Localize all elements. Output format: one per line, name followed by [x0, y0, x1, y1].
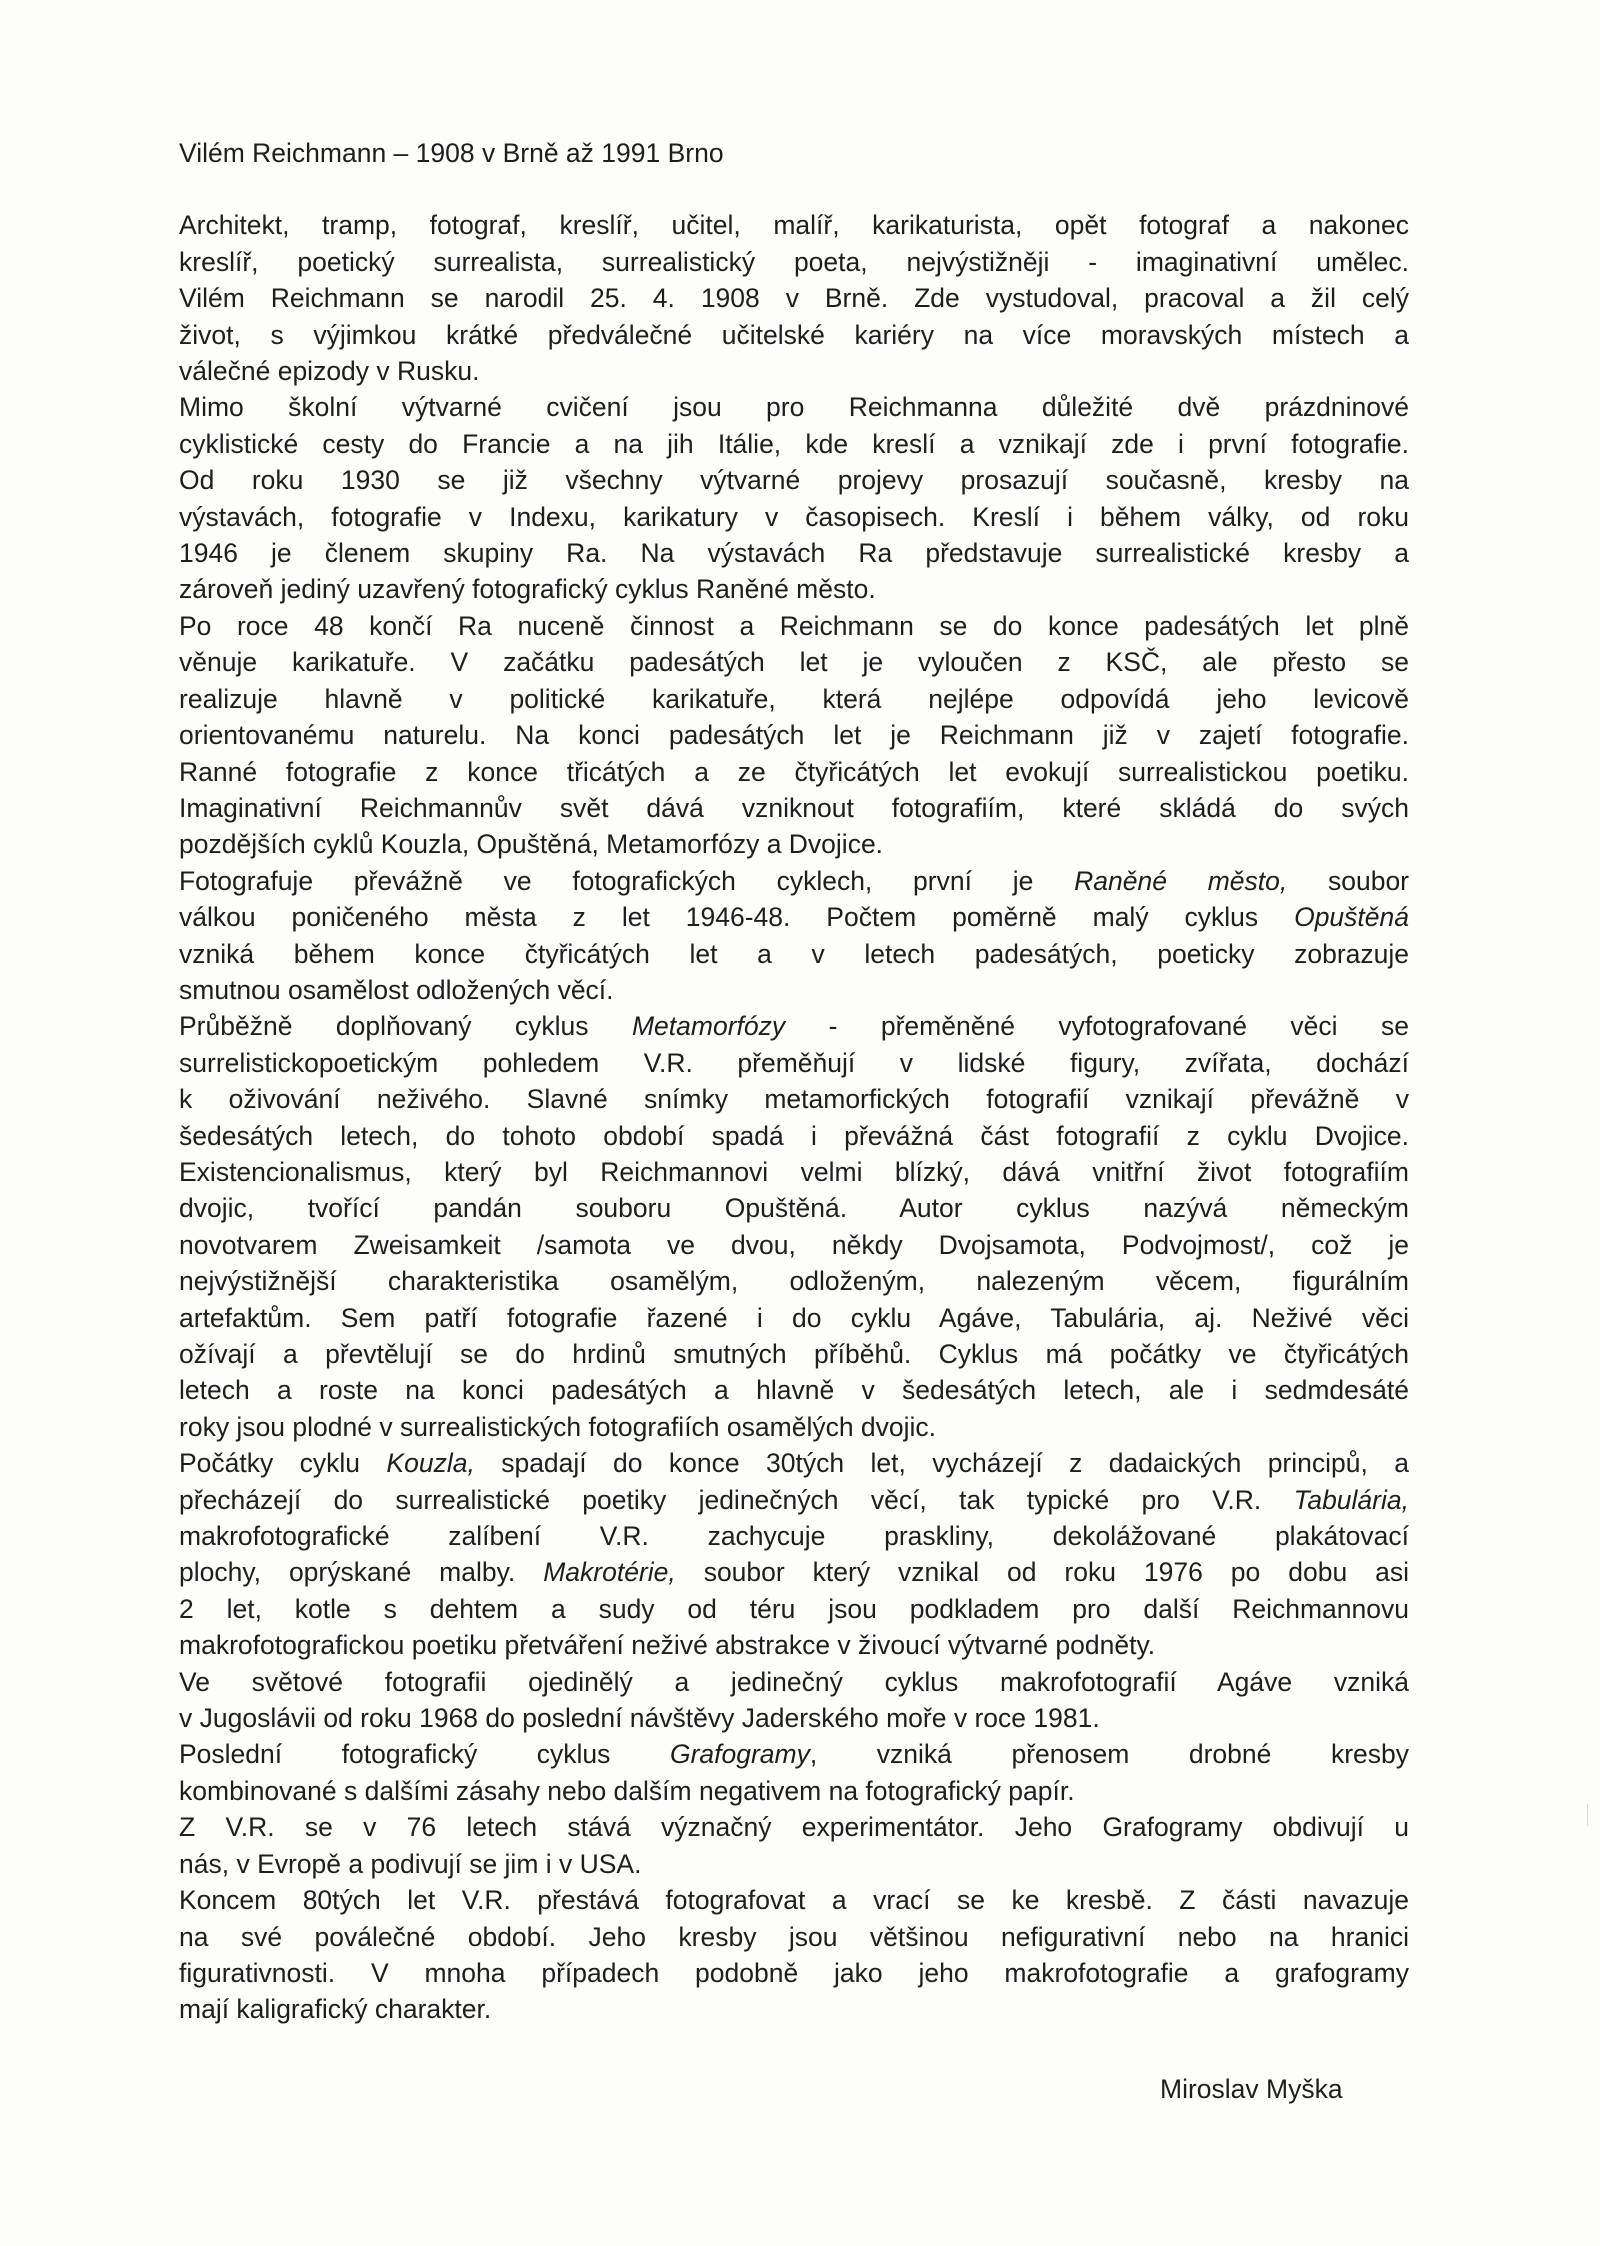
text-segment: Fotografuje převážně ve fotografických cyklech, první je: [179, 865, 1075, 896]
text-segment: na své poválečné období. Jeho kresby jsou většinou nefigurativní nebo na hranici: [179, 1921, 1409, 1952]
text-line: [179, 608, 1409, 644]
text-line: [179, 571, 1409, 607]
text-segment: - přeměněné vyfotografované věci se: [785, 1011, 1409, 1042]
text-segment: ožívají a převtělují se do hrdinů smutných příběhů. Cyklus má počátky ve čtyřicátých: [179, 1339, 1409, 1369]
text-line: [179, 1809, 1409, 1845]
text-line: [179, 1591, 1409, 1627]
text-segment: orientovanému naturelu. Na konci padesátých let je Reichmann již v zajetí fotografie.: [179, 720, 1409, 751]
text-segment: artefaktům. Sem patří fotografie řazené i do cyklu Agáve, Tabulária, aj. Neživé věci: [179, 1302, 1409, 1333]
text-line: [179, 535, 1409, 571]
text-segment: cyklistické cesty do Francie a na jih Itálie, kde kreslí a vznikají zde i první fotografie.: [179, 428, 1409, 459]
text-line: [179, 972, 1409, 1008]
text-segment: Od roku 1930 se již všechny výtvarné projevy prosazují současně, kresby na: [179, 465, 1409, 496]
text-segment: Imaginativní Reichmannův svět dává vzniknout fotografiím, které skládá do svých: [179, 792, 1409, 823]
text-line: [179, 1045, 1409, 1081]
text-line: [179, 280, 1409, 316]
text-line: [179, 1919, 1409, 1955]
text-segment: nás, v Evropě a podivují se jim i v USA.: [179, 1848, 642, 1879]
text-segment: figurativnosti. V mnoha případech podobně jako jeho makrofotografie a grafogramy: [179, 1957, 1409, 1988]
text-segment: 1946 je členem skupiny Ra. Na výstavách Ra představuje surrealistické kresby a: [179, 538, 1409, 569]
document-title: Vilém Reichmann – 1908 v Brně až 1991 Brno: [179, 138, 724, 168]
text-segment: nejvýstižnější charakteristika osamělým, odloženým, nalezeným věcem, figurálním: [179, 1266, 1409, 1297]
text-segment: Z V.R. se v 76 letech stává význačný experimentátor. Jeho Grafogramy obdivují u: [179, 1812, 1409, 1843]
text-line: [179, 1227, 1409, 1263]
text-segment: letech a roste na konci padesátých a hlavně v šedesátých letech, ale i sedmdesáté: [179, 1375, 1409, 1406]
text-segment: makrofotografické zalíbení V.R. zachycuje praskliny, dekolážované plakátovací: [179, 1521, 1409, 1552]
text-line: [179, 1955, 1409, 1991]
text-segment: , vzniká přenosem drobné kresby: [809, 1739, 1409, 1770]
text-segment: kombinované s dalšími zásahy nebo dalším negativem na fotografický papír.: [179, 1775, 1075, 1806]
text-segment: v Jugoslávii od roku 1968 do poslední návštěvy Jaderského moře v roce 1981.: [179, 1703, 1100, 1734]
text-line: [179, 790, 1409, 826]
text-segment: Průběžně doplňovaný cyklus: [179, 1011, 632, 1042]
text-line: [179, 1300, 1409, 1336]
text-segment: soubor který vznikal od roku 1976 po dobu asi: [675, 1557, 1410, 1588]
text-segment: vzniká během konce čtyřicátých let a v letech padesátých, poeticky zobrazuje: [179, 938, 1409, 969]
text-line: [179, 1773, 1409, 1809]
text-line: [179, 1700, 1409, 1736]
text-segment: roky jsou plodné v surrealistických fotografiích osamělých dvojic.: [179, 1411, 937, 1442]
text-line: [179, 1482, 1409, 1518]
italic-text: Grafogramy: [669, 1739, 810, 1770]
text-line: [179, 1008, 1409, 1044]
text-segment: smutnou osamělost odložených věcí.: [179, 974, 614, 1005]
text-line: [179, 1627, 1409, 1663]
text-line: [179, 207, 1409, 243]
text-segment: Ranné fotografie z konce třicátých a ze čtyřicátých let evokují surrealistickou poetiku.: [179, 756, 1409, 787]
text-segment: válečné epizody v Rusku.: [179, 356, 480, 387]
text-segment: Počátky cyklu: [179, 1448, 387, 1479]
text-line: [179, 1372, 1409, 1408]
text-segment: výstavách, fotografie v Indexu, karikatury v časopisech. Kreslí i během války, od roku: [179, 501, 1409, 532]
text-line: [179, 1154, 1409, 1190]
text-line: [179, 1409, 1409, 1445]
text-segment: kreslíř, poetický surrealista, surrealistický poeta, nejvýstižněji - imaginativní umělec.: [179, 246, 1409, 277]
text-segment: přecházejí do surrealistické poetiky jedinečných věcí, tak typické pro V.R.: [179, 1484, 1294, 1515]
text-line: [179, 936, 1409, 972]
text-segment: Poslední fotografický cyklus: [179, 1739, 670, 1770]
text-line: [179, 681, 1409, 717]
text-segment: makrofotografickou poetiku přetváření neživé abstrakce v živoucí výtvarné podněty.: [179, 1630, 1156, 1661]
text-segment: Existencionalismus, který byl Reichmannovi velmi blízký, dává vnitřní život fotografiím: [179, 1156, 1409, 1187]
text-line: [179, 317, 1409, 353]
text-segment: mají kaligrafický charakter.: [179, 1994, 492, 2025]
text-line: [179, 1882, 1409, 1918]
italic-text: Metamorfózy: [631, 1011, 786, 1042]
italic-text: Raněné město,: [1074, 865, 1288, 896]
text-segment: 2 let, kotle s dehtem a sudy od téru jsou podkladem pro další Reichmannovu: [179, 1593, 1409, 1624]
body-text: [179, 207, 1409, 2027]
text-segment: Vilém Reichmann se narodil 25. 4. 1908 v Brně. Zde vystudoval, pracoval a žil celý: [179, 283, 1409, 314]
italic-text: Makrotérie,: [543, 1557, 676, 1588]
text-line: [179, 754, 1409, 790]
italic-text: Kouzla,: [386, 1448, 475, 1479]
text-line: [179, 1190, 1409, 1226]
text-segment: věnuje karikatuře. V začátku padesátých let je vyloučen z KSČ, ale přesto se: [179, 647, 1409, 678]
text-line: [179, 1081, 1409, 1117]
text-segment: zároveň jediný uzavřený fotografický cyklus Raněné město.: [179, 574, 876, 605]
text-line: [179, 1445, 1409, 1481]
text-line: [179, 1263, 1409, 1299]
text-segment: šedesátých letech, do tohoto období spadá i převážná část fotografií z cyklu Dvojice.: [179, 1120, 1409, 1151]
text-line: [179, 1664, 1409, 1700]
scan-mark: [1587, 1804, 1594, 1826]
text-segment: dvojic, tvořící pandán souboru Opuštěná. Autor cyklus nazývá německým: [179, 1193, 1409, 1224]
text-segment: surrelistickopoetickým pohledem V.R. přeměňují v lidské figury, zvířata, dochází: [179, 1047, 1409, 1078]
text-segment: Po roce 48 končí Ra nuceně činnost a Reichmann se do konce padesátých let plně: [179, 610, 1409, 641]
text-line: [179, 1118, 1409, 1154]
text-segment: novotvarem Zweisamkeit /samota ve dvou, někdy Dvojsamota, Podvojmost/, což je: [179, 1229, 1409, 1260]
text-line: [179, 244, 1409, 280]
text-segment: soubor: [1287, 865, 1410, 896]
text-line: [179, 1336, 1409, 1372]
text-line: [179, 644, 1409, 680]
text-line: [179, 1736, 1409, 1772]
text-segment: realizuje hlavně v politické karikatuře, která nejlépe odpovídá jeho levicově: [179, 683, 1409, 714]
text-segment: k oživování neživého. Slavné snímky metamorfických fotografií vznikají převážně v: [179, 1084, 1409, 1115]
text-line: [179, 717, 1409, 753]
text-line: [179, 1991, 1409, 2027]
text-line: [179, 499, 1409, 535]
text-line: [179, 353, 1409, 389]
text-segment: Mimo školní výtvarné cvičení jsou pro Reichmanna důležité dvě prázdninové: [179, 392, 1409, 423]
italic-text: Opuštěná: [1294, 902, 1409, 933]
text-line: [179, 1518, 1409, 1554]
text-line: [179, 1846, 1409, 1882]
text-line: [179, 1554, 1409, 1590]
text-line: [179, 899, 1409, 935]
text-segment: plochy, oprýskané malby.: [179, 1557, 544, 1588]
text-segment: život, s výjimkou krátké předválečné učitelské kariéry na více moravských místech a: [179, 319, 1409, 350]
document-body: [179, 135, 1409, 2028]
text-segment: válkou poničeného města z let 1946-48. Počtem poměrně malý cyklus: [179, 902, 1295, 933]
text-line: [179, 462, 1409, 498]
text-segment: Architekt, tramp, fotograf, kreslíř, učitel, malíř, karikaturista, opět fotograf a nakonec: [179, 210, 1409, 241]
text-segment: spadají do konce 30tých let, vycházejí z dadaických principů, a: [474, 1448, 1409, 1479]
text-line: [179, 826, 1409, 862]
text-segment: pozdějších cyklů Kouzla, Opuštěná, Metamorfózy a Dvojice.: [179, 829, 884, 860]
italic-text: Tabulária,: [1293, 1484, 1409, 1515]
text-line: [179, 426, 1409, 462]
author-signature: Miroslav Myška: [1160, 2074, 1343, 2104]
text-line: [179, 863, 1409, 899]
text-segment: Koncem 80tých let V.R. přestává fotografovat a vrací se ke kresbě. Z části navazuje: [179, 1885, 1409, 1916]
text-segment: Ve světové fotografii ojedinělý a jedinečný cyklus makrofotografií Agáve vzniká: [179, 1666, 1409, 1697]
text-line: [179, 389, 1409, 425]
